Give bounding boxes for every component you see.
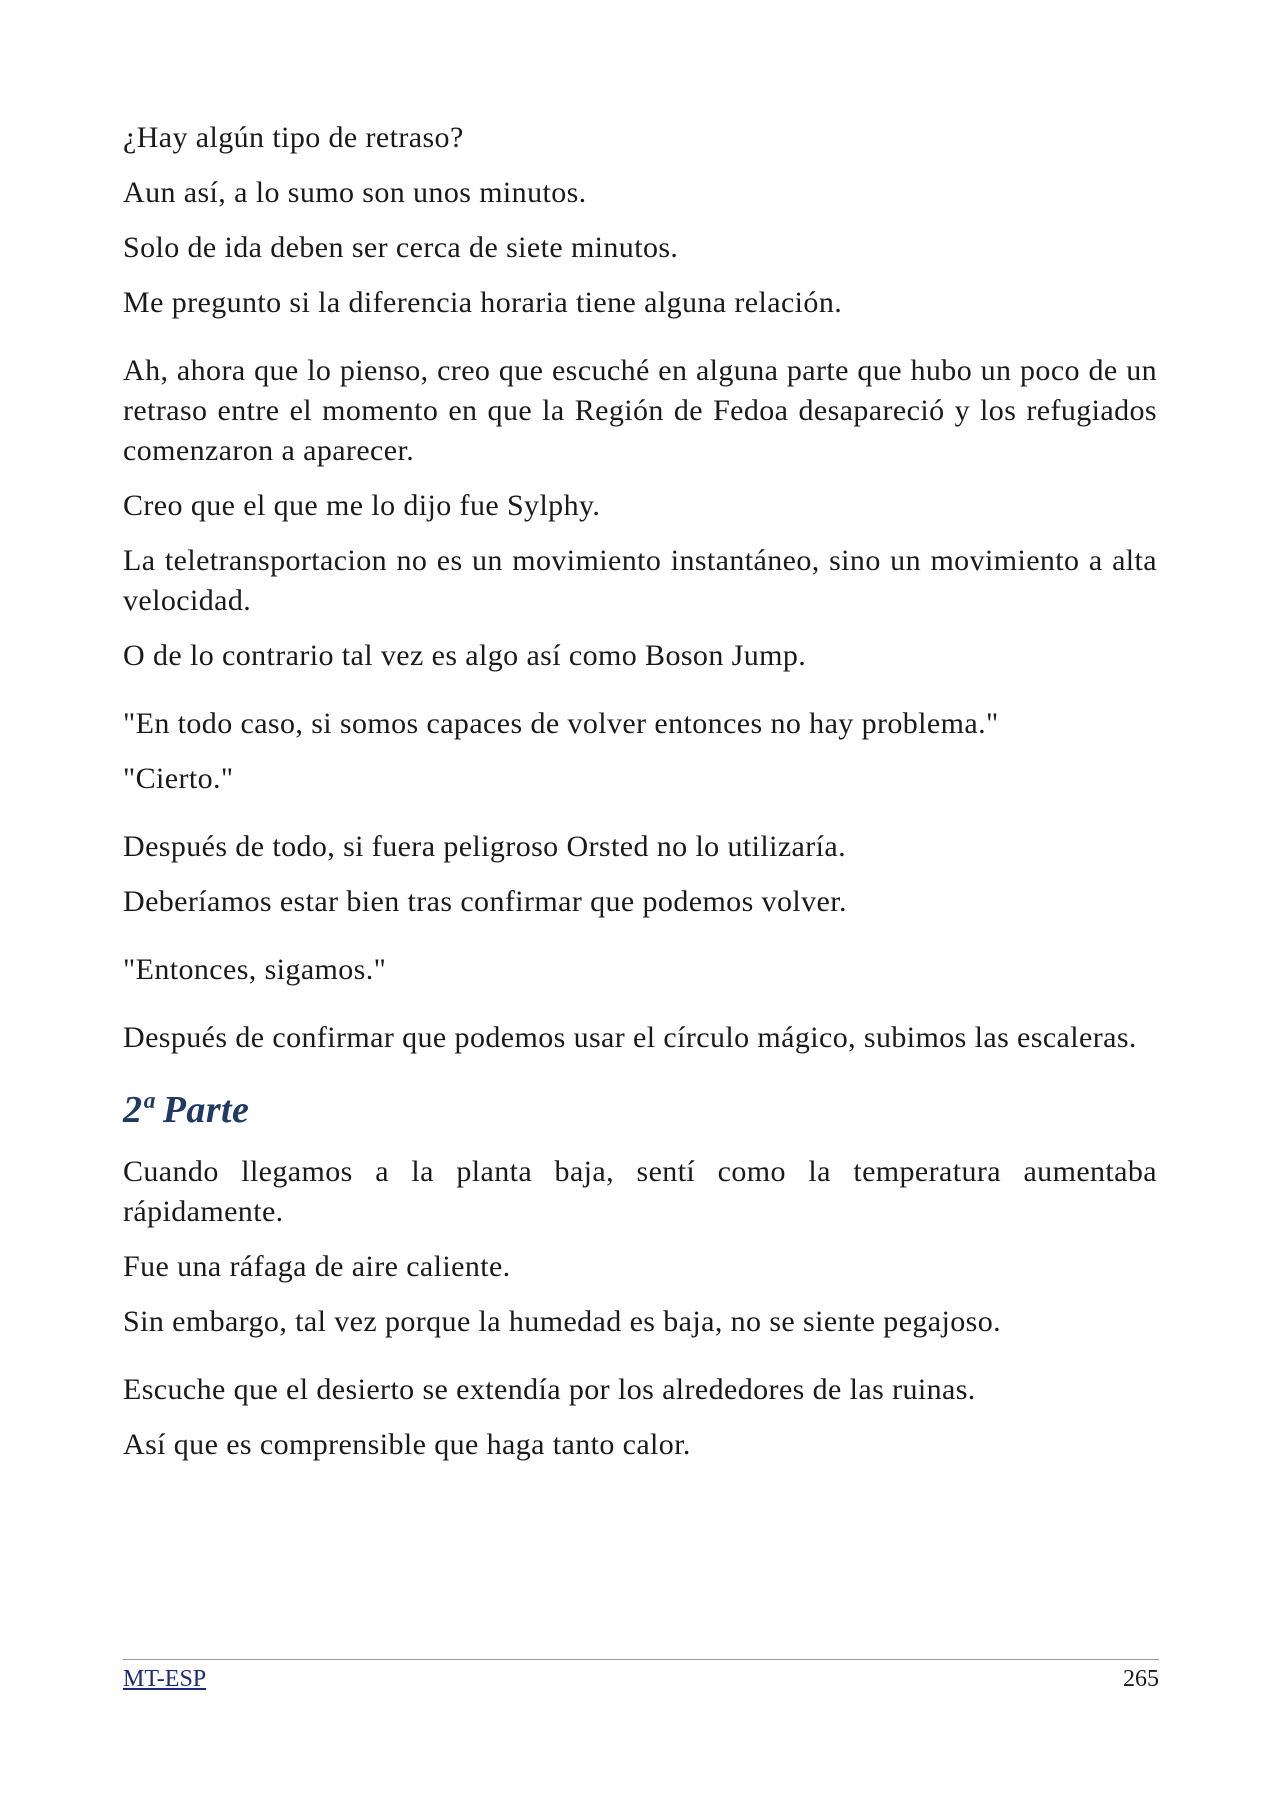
page-number: 265 [1123,1666,1159,1692]
paragraph: La teletransportacion no es un movimiento instantáneo, sino un movimiento a alta velocidad. [123,544,1157,617]
dialogue-line: "En todo caso, si somos capaces de volver entonces no hay problema." [123,707,999,740]
paragraph: Creo que el que me lo dijo fue Sylphy. [123,489,601,522]
paragraph: Escuche que el desierto se extendía por los alrededores de las ruinas. [123,1373,976,1406]
paragraph: Así que es comprensible que haga tanto calor. [123,1428,691,1461]
footer-brand-link[interactable]: MT-ESP [123,1666,207,1692]
paragraph: Sin embargo, tal vez porque la humedad es baja, no se siente pegajoso. [123,1305,1002,1338]
paragraph: Después de todo, si fuera peligroso Orsted no lo utilizaría. [123,830,846,863]
section-heading: 2ª Parte [123,1089,250,1131]
paragraph: Solo de ida deben ser cerca de siete minutos. [123,231,679,264]
page-footer [123,1659,1159,1693]
paragraph: Cuando llegamos a la planta baja, sentí como la temperatura aumentaba rápidamente. [123,1155,1157,1228]
page-body [123,118,1157,1480]
paragraph: Aun así, a lo sumo son unos minutos. [123,176,587,209]
paragraph: Después de confirmar que podemos usar el círculo mágico, subimos las escaleras. [123,1021,1137,1054]
paragraph: Me pregunto si la diferencia horaria tiene alguna relación. [123,286,843,319]
paragraph: Ah, ahora que lo pienso, creo que escuché en alguna parte que hubo un poco de un retraso entre el momento en que la Región de Fedoa desapareció y los refugiados comenzaron a aparecer. [123,354,1157,467]
paragraph: Deberíamos estar bien tras confirmar que podemos volver. [123,885,847,918]
paragraph: ¿Hay algún tipo de retraso? [123,121,464,154]
dialogue-line: "Entonces, sigamos." [123,953,387,986]
paragraph: O de lo contrario tal vez es algo así como Boson Jump. [123,639,807,672]
paragraph: Fue una ráfaga de aire caliente. [123,1250,511,1283]
dialogue-line: "Cierto." [123,762,234,795]
